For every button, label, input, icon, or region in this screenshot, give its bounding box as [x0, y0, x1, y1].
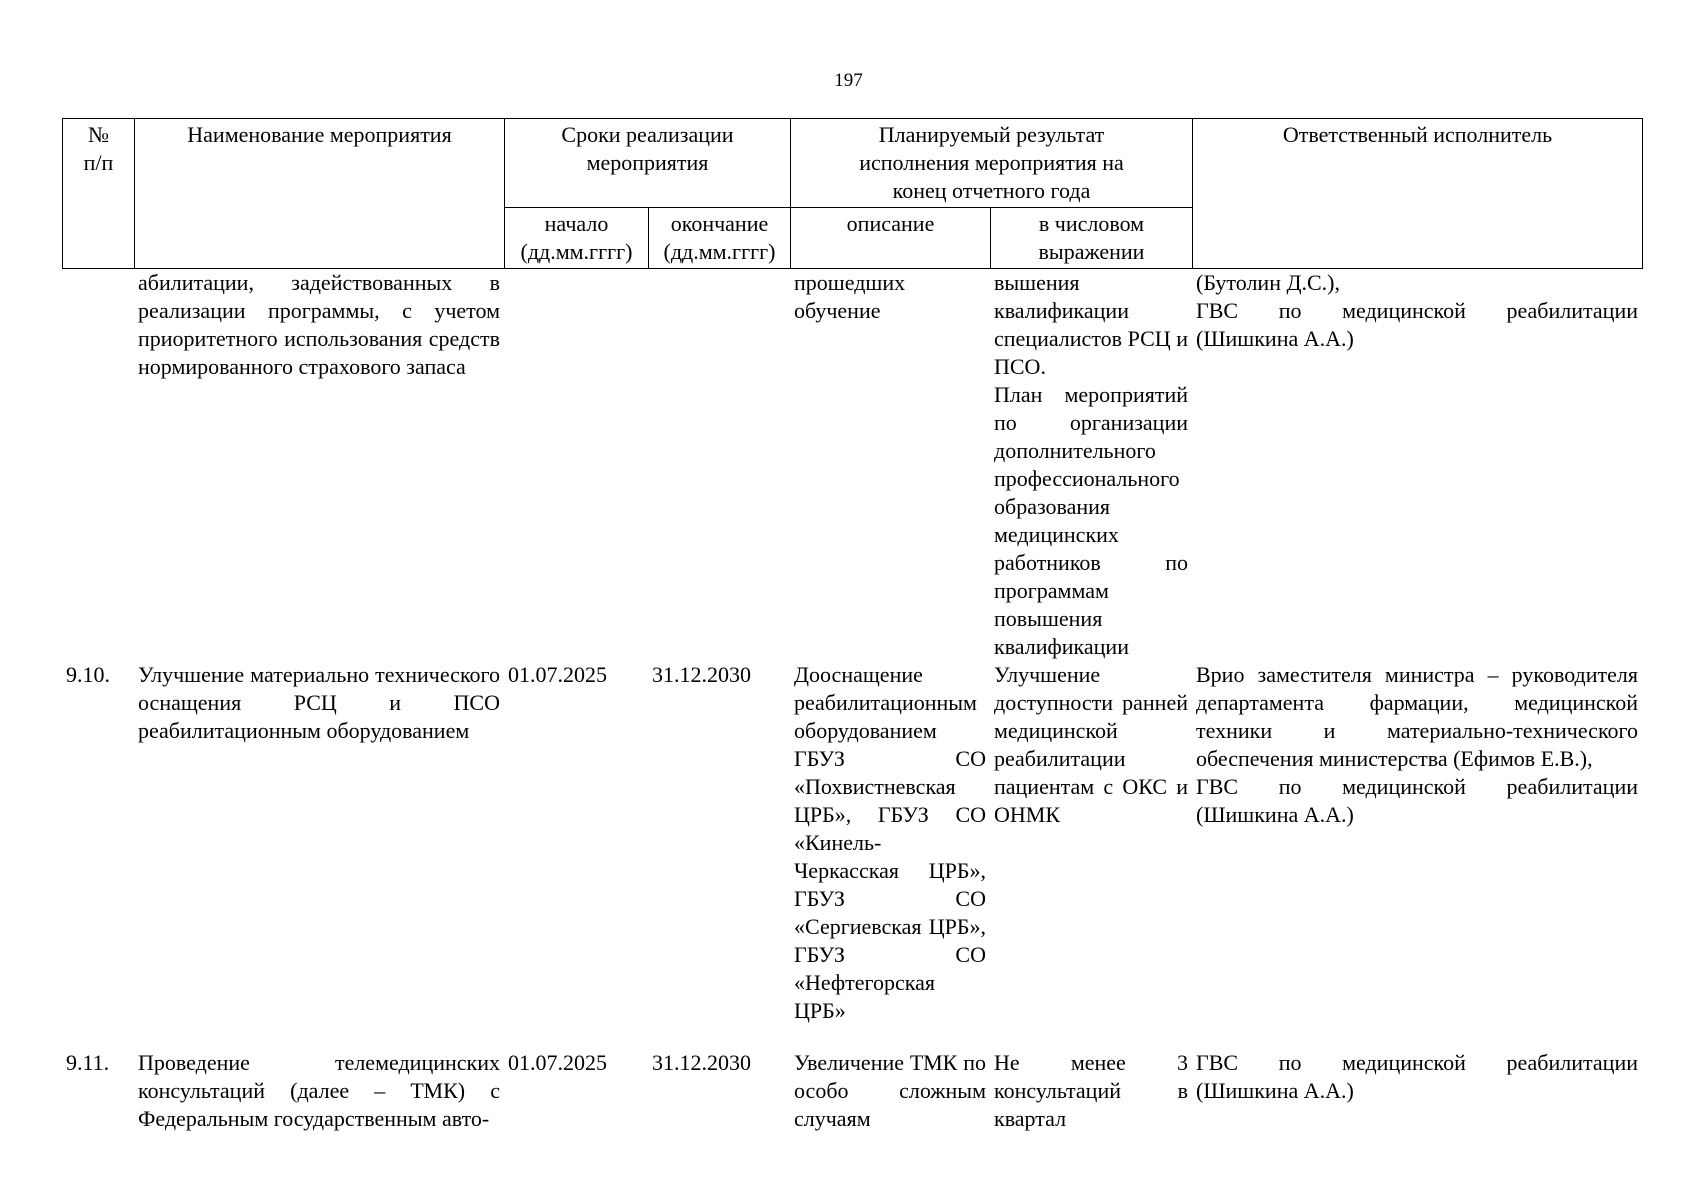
header-name: Наименование мероприятия — [135, 119, 505, 269]
row-description: прошедших обучение — [794, 270, 906, 323]
row-name: абилитации, задействованных в реализации программы, с учетом приоритетного использования средств нормированного страхового запаса — [138, 270, 500, 379]
header-start: начало (дд.мм.гггг) — [505, 208, 649, 269]
row-numeric: вышения квалификации специалистов РСЦ и ПСО. План мероприятий по организации дополнительного профессионального образования медицинских работников по программам повышения квалификации — [994, 270, 1188, 659]
row-responsible: ГВС по медицинской реабилитации (Шишкина А.А.) — [1196, 1050, 1638, 1103]
table-header — [62, 118, 1643, 269]
header-numeric: в числовом выражении — [991, 208, 1193, 269]
table-body — [62, 269, 1642, 1133]
table-row — [62, 1049, 1642, 1133]
row-start — [504, 269, 648, 661]
header-description: описание — [791, 208, 991, 269]
row-gap — [62, 1025, 1642, 1049]
page-number: 197 — [834, 70, 863, 91]
row-end: 31.12.2030 — [652, 662, 751, 687]
plan-table — [62, 118, 1642, 1133]
row-numeric: Улучшение доступности ранней медицинской реабилитации пациентам с ОКС и ОНМК — [994, 662, 1188, 827]
header-end: окончание (дд.мм.гггг) — [649, 208, 791, 269]
row-responsible: (Бутолин Д.С.), ГВС по медицинской реабилитации (Шишкина А.А.) — [1196, 270, 1638, 351]
row-num: 9.11. — [66, 1050, 110, 1075]
row-num — [62, 269, 134, 661]
header-num: № п/п — [63, 119, 135, 269]
row-description: Увеличение ТМК по особо сложным случаям — [794, 1050, 986, 1131]
row-end: 31.12.2030 — [652, 1050, 751, 1075]
row-description: Дооснащение реабилитационным оборудованием ГБУЗ СО «Похвистневская ЦРБ», ГБУЗ СО «Кинель-Черкасская ЦРБ», ГБУЗ СО «Сергиевская ЦРБ», ГБУЗ СО «Нефтегорская ЦРБ» — [794, 662, 986, 1023]
row-num: 9.10. — [66, 662, 110, 687]
row-responsible: Врио заместителя министра – руководителя департамента фармации, медицинской техники и материально-технического обеспечения министерства (Ефимов Е.В.), ГВС по медицинской реабилитации (Шишкина А.А.) — [1196, 662, 1638, 827]
header-dates: Сроки реализации мероприятия — [505, 119, 791, 208]
row-name: Улучшение материально технического оснащения РСЦ и ПСО реабилитационным оборудованием — [138, 662, 500, 743]
header-responsible: Ответственный исполнитель — [1193, 119, 1643, 269]
row-numeric: Не менее 3 консультаций в квартал — [994, 1050, 1188, 1131]
table-row — [62, 661, 1642, 1025]
row-end — [648, 269, 790, 661]
row-start: 01.07.2025 — [508, 1050, 607, 1075]
header-result: Планируемый результат исполнения мероприятия на конец отчетного года — [791, 119, 1193, 208]
table-row — [62, 269, 1642, 661]
row-name: Проведение телемедицинских консультаций (далее – ТМК) с Федеральным государственным авто- — [138, 1050, 500, 1131]
row-start: 01.07.2025 — [508, 662, 607, 687]
